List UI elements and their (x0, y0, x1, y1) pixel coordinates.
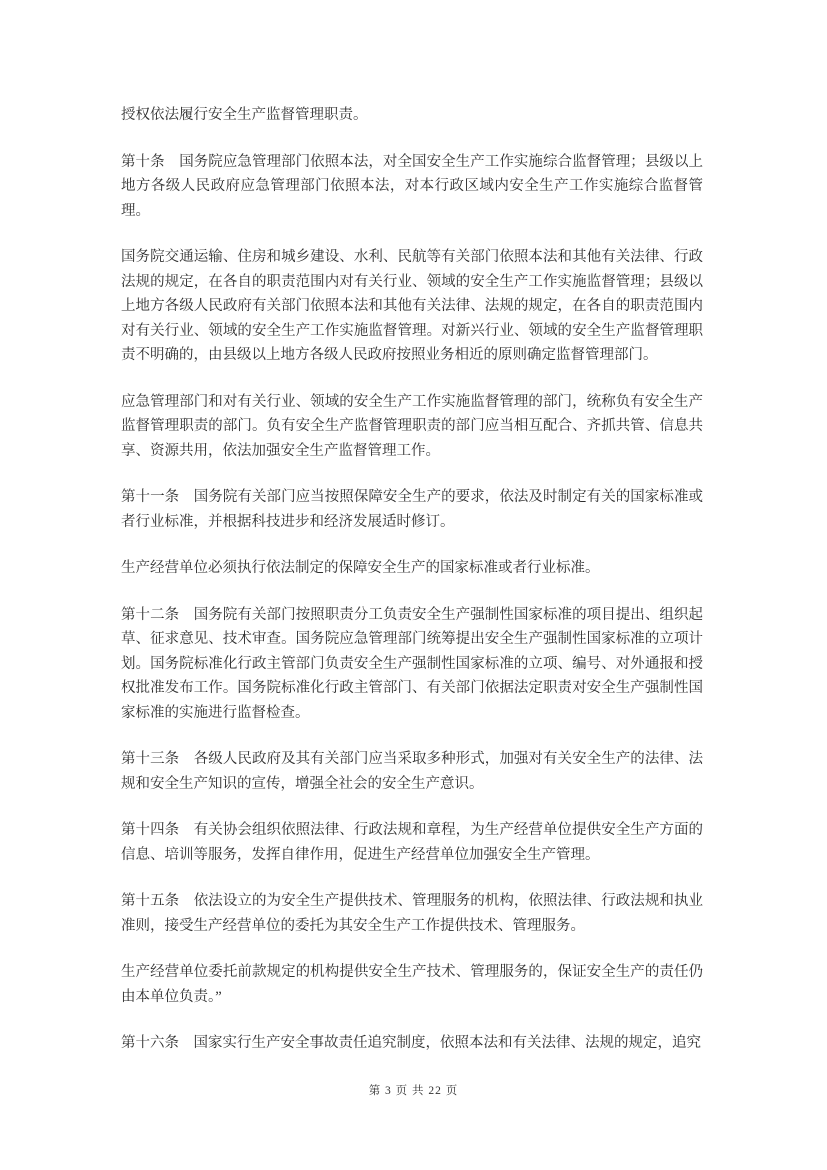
paragraph: 第十一条 国务院有关部门应当按照保障安全生产的要求，依法及时制定有关的国家标准或者行业标准，并根据科技进步和经济发展适时修订。 (121, 489, 703, 530)
paragraph: 授权依法履行安全生产监督管理职责。 (121, 107, 368, 123)
paragraph: 第十六条 国家实行生产安全事故责任追究制度，依照本法和有关法律、法规的规定，追究 (121, 1035, 701, 1051)
paragraph: 国务院交通运输、住房和城乡建设、水利、民航等有关部门依照本法和其他有关法律、行政法规的规定，在各自的职责范围内对有关行业、领域的安全生产工作实施监督管理；县级以上地方各级人民政府有关部门依照本法和其他有关法律、法规的规定，在各自的职责范围内对有关行业、领域的安全生产工作实施监督管理。对新兴行业、领域的安全生产监督管理职责不明确的，由县级以上地方各级人民政府按照业务相近的原则确定监督管理部门。 (121, 249, 703, 363)
paragraph: 第十四条 有关协会组织依照法律、行政法规和章程，为生产经营单位提供安全生产方面的信息、培训等服务，发挥自律作用，促进生产经营单位加强安全生产管理。 (121, 822, 703, 863)
document-body (121, 103, 703, 1056)
paragraph: 第十五条 依法设立的为安全生产提供技术、管理服务的机构，依照法律、行政法规和执业准则，接受生产经营单位的委托为其安全生产工作提供技术、管理服务。 (121, 893, 703, 934)
paragraph: 应急管理部门和对有关行业、领域的安全生产工作实施监督管理的部门，统称负有安全生产监督管理职责的部门。负有安全生产监督管理职责的部门应当相互配合、齐抓共管、信息共享、资源共用，依法加强安全生产监督管理工作。 (121, 393, 703, 459)
page-number-text: 第 3 页 共 22 页 (368, 1085, 459, 1097)
page-number-footer (0, 1084, 827, 1098)
paragraph: 第十三条 各级人民政府及其有关部门应当采取多种形式，加强对有关安全生产的法律、法规和安全生产知识的宣传，增强全社会的安全生产意识。 (121, 751, 703, 792)
paragraph: 第十条 国务院应急管理部门依照本法，对全国安全生产工作实施综合监督管理；县级以上地方各级人民政府应急管理部门依照本法，对本行政区域内安全生产工作实施综合监督管理。 (121, 153, 703, 219)
paragraph: 第十二条 国务院有关部门按照职责分工负责安全生产强制性国家标准的项目提出、组织起草、征求意见、技术审查。国务院应急管理部门统筹提出安全生产强制性国家标准的立项计划。国务院标准化行政主管部门负责安全生产强制性国家标准的立项、编号、对外通报和授权批准发布工作。国务院标准化行政主管部门、有关部门依据法定职责对安全生产强制性国家标准的实施进行监督检查。 (121, 606, 703, 721)
paragraph: 生产经营单位委托前款规定的机构提供安全生产技术、管理服务的，保证安全生产的责任仍由本单位负责。” (121, 964, 703, 1005)
paragraph: 生产经营单位必须执行依法制定的保障安全生产的国家标准或者行业标准。 (121, 560, 600, 576)
